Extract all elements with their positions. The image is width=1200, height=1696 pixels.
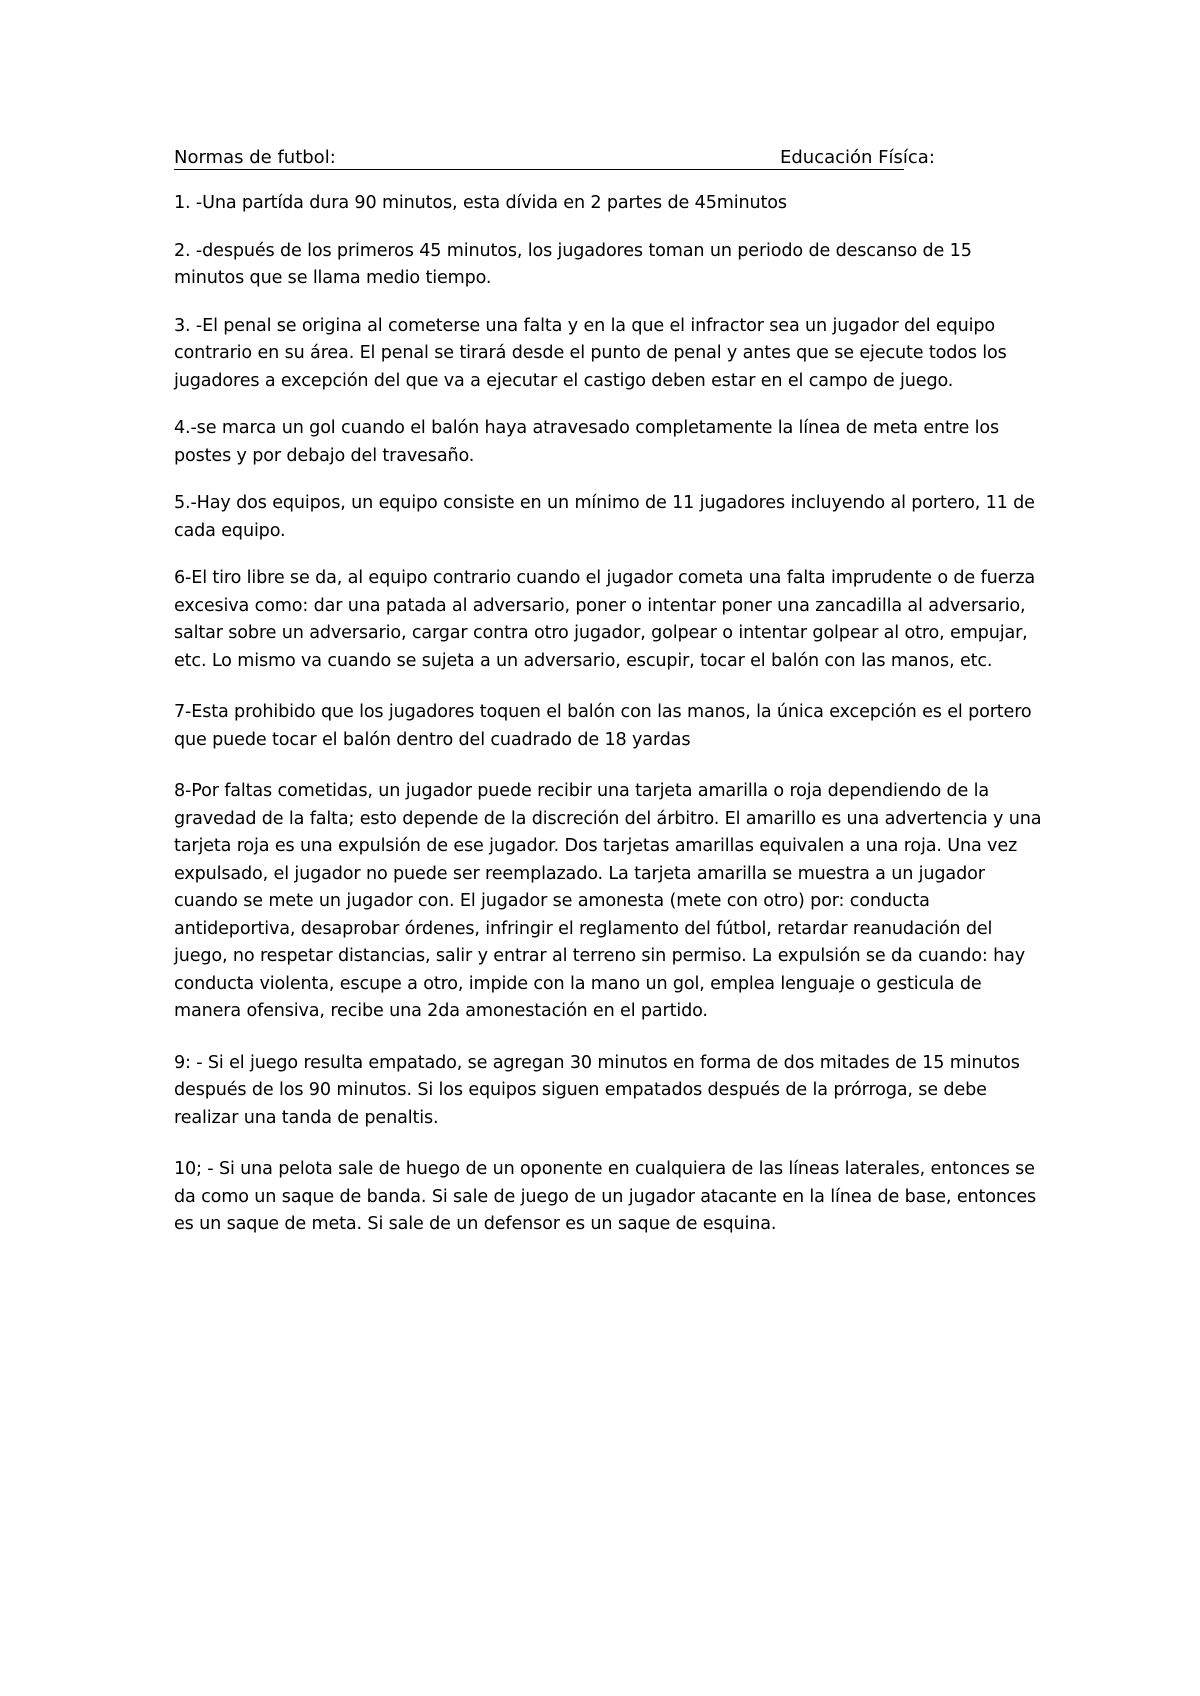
rule-7: 7-Esta prohibido que los jugadores toquen el balón con las manos, la única excepción es el portero que puede tocar el balón dentro del cuadrado de 18 yardas [174, 702, 1032, 750]
rule-3: 3. -El penal se origina al cometerse una falta y en la que el infractor sea un jugador del equipo contrario en su área. El penal se tirará desde el punto de penal y antes que se ejecute todos los jugadores a excepción del que va a ejecutar el castigo deben estar en el campo de juego. [174, 315, 1007, 391]
rules-list [174, 190, 1044, 1259]
header-title: Normas de futbol: [174, 147, 336, 168]
header-title-field [174, 147, 606, 170]
rule-4: 4.-se marca un gol cuando el balón haya atravesado completamente la línea de meta entre los postes y por debajo del travesaño. [174, 418, 999, 466]
document-header [174, 147, 935, 173]
rule-6: 6-El tiro libre se da, al equipo contrario cuando el jugador cometa una falta imprudente o de fuerza excesiva como: dar una patada al adversario, poner o intentar poner una zancadilla al adversario, saltar sobre un adversario, cargar contra otro jugador, golpear o intentar golpear al otro, empujar, etc. Lo mismo va cuando se sujeta a un adversario, escupir, tocar el balón con las manos, etc. [174, 568, 1036, 671]
rule-2: 2. -después de los primeros 45 minutos, los jugadores toman un periodo de descanso de 15 minutos que se llama medio tiempo. [174, 240, 972, 288]
rule-5: 5.-Hay dos equipos, un equipo consiste en un mínimo de 11 jugadores incluyendo al portero, 11 de cada equipo. [174, 493, 1035, 541]
rule-1: 1. -Una partída dura 90 minutos, esta dívida en 2 partes de 45minutos [174, 193, 787, 213]
header-subject-field [606, 147, 935, 170]
rule-10: 10; - Si una pelota sale de huego de un oponente en cualquiera de las líneas laterales, entonces se da como un saque de banda. Si sale de juego de un jugador atacante en la línea de base, entonces es un saque de meta. Si sale de un defensor es un saque de esquina. [174, 1159, 1037, 1234]
rule-9: 9: - Si el juego resulta empatado, se agregan 30 minutos en forma de dos mitades de 15 minutos después de los 90 minutos. Si los equipos siguen empatados después de la prórroga, se debe realizar una tanda de penaltis. [174, 1052, 1020, 1128]
header-subject: Educación Físíca: [780, 147, 935, 168]
rule-8: 8-Por faltas cometidas, un jugador puede recibir una tarjeta amarilla o roja dependiendo de la gravedad de la falta; esto depende de la discreción del árbitro. El amarillo es una advertencia y una tarjeta roja es una expulsión de ese jugador. Dos tarjetas amarillas equivalen a una roja. Una vez expulsado, el jugador no puede ser reemplazado. La tarjeta amarilla se muestra a un jugador cuando se mete un jugador con. El jugador se amonesta (mete con otro) por: conducta antideportiva, desaprobar órdenes, infringir el reglamento del fútbol, retardar reanudación del juego, no respetar distancias, salir y entrar al terreno sin permiso. La expulsión se da cuando: hay conducta violenta, escupe a otro, impide con la mano un gol, emplea lenguaje o gesticula de manera ofensiva, recibe una 2da amonestación en el partido. [174, 781, 1042, 1021]
